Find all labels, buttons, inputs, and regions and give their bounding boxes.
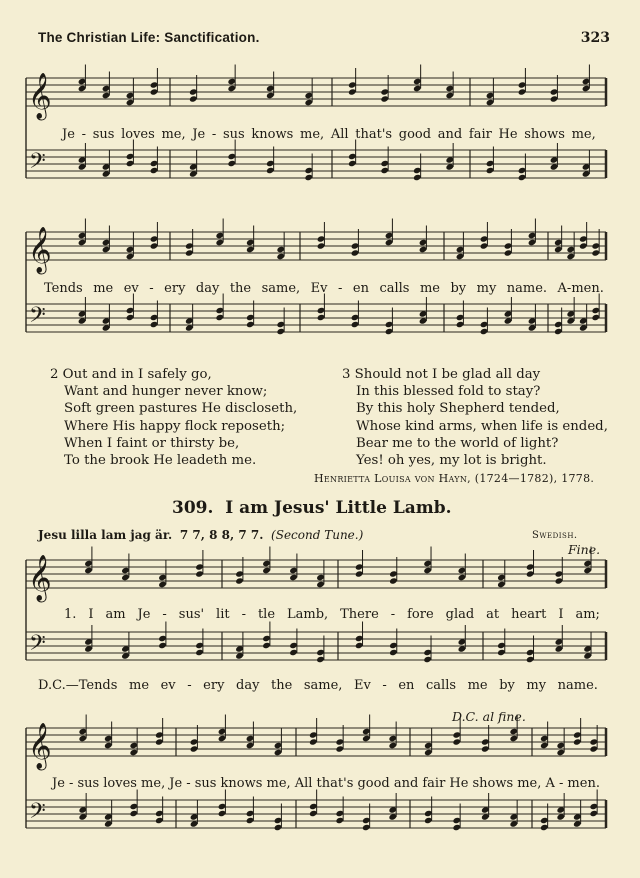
- lyric-syllable: All: [330, 127, 349, 142]
- lyric-syllable: day: [236, 678, 260, 693]
- verse-line: Whose kind arms, when life is ended,: [356, 418, 608, 434]
- lyric-syllable: me,: [300, 127, 325, 142]
- svg-text:𝄢: 𝄢: [29, 799, 46, 829]
- lyric-syllable: loves: [121, 127, 155, 142]
- lyric-syllable: Je: [52, 776, 65, 791]
- lyric-syllable: Tends: [44, 281, 83, 296]
- lyric-syllable: Lamb,: [286, 607, 329, 622]
- lyric-syllable: -: [558, 776, 564, 791]
- lyric-syllable: me: [419, 281, 440, 296]
- lyric-syllable: at: [486, 607, 500, 622]
- lyric-syllable: He: [498, 127, 518, 142]
- lyric-syllable: -: [187, 678, 192, 693]
- lyric-syllable: name.: [557, 678, 598, 693]
- lyric-syllable: en: [398, 678, 415, 693]
- hymn-meta: [38, 528, 363, 542]
- lyric-syllable: Je: [169, 776, 183, 791]
- verse-line: To the brook He leadeth me.: [64, 453, 257, 469]
- lyric-syllable: me,: [517, 776, 542, 791]
- lyric-syllable: -: [81, 127, 86, 142]
- svg-text:𝄢: 𝄢: [29, 303, 46, 333]
- lyric-syllable: me,: [141, 776, 166, 791]
- lyric-syllable: A: [545, 776, 555, 791]
- lyric-syllable: and: [393, 776, 419, 791]
- hymn-title-block: [172, 498, 452, 518]
- hymn-dc-lyrics: [38, 678, 598, 693]
- lyric-syllable: ery: [164, 281, 186, 296]
- lyric-syllable: me,: [266, 776, 291, 791]
- lyric-syllable: good: [357, 776, 390, 791]
- meter: 7 7, 8 8, 7 7.: [179, 528, 264, 542]
- lyric-syllable: tle: [257, 607, 276, 622]
- lyric-syllable: the: [270, 678, 293, 693]
- fine-marking: Fine.: [568, 542, 601, 557]
- lyric-syllable: men.: [567, 776, 600, 791]
- lyric-syllable: me,: [161, 127, 186, 142]
- lyric-syllable: me: [467, 678, 488, 693]
- hymn-lyrics-line1: [64, 607, 600, 622]
- lyric-syllable: Je: [137, 607, 151, 622]
- svg-text:𝄞: 𝄞: [28, 227, 52, 273]
- verse-line: In this blessed fold to stay?: [356, 384, 541, 400]
- verse-line: 3 Should not I be glad all day: [342, 367, 541, 382]
- verse-line: Soft green pastures He discloseth,: [64, 401, 298, 417]
- page-number: 323: [580, 30, 610, 46]
- lyric-syllable: calls: [426, 678, 457, 693]
- lyric-syllable: ev: [123, 281, 139, 296]
- lyric-syllable: name.: [506, 281, 548, 296]
- lyric-syllable: day: [195, 281, 220, 296]
- verse-line: Bear me to the world of light?: [356, 435, 559, 451]
- lyric-syllable: same,: [261, 281, 301, 296]
- tune-origin: Swedish.: [532, 530, 578, 541]
- author-attribution: Henrietta Louisa von Hayn, (1724—1782), 1778.: [314, 472, 595, 485]
- lyric-syllable: sus': [178, 607, 205, 622]
- lyric-syllable: am: [105, 607, 126, 622]
- lyric-syllable: loves: [103, 776, 137, 791]
- lyric-syllable: Ev: [353, 678, 371, 693]
- lyric-syllable: -: [337, 281, 343, 296]
- lyric-syllable: sus: [92, 127, 115, 142]
- lyric-syllable: -: [162, 607, 167, 622]
- svg-text:𝄢: 𝄢: [29, 149, 46, 179]
- lyric-syllable: D.C.—Tends: [38, 678, 118, 693]
- svg-text:𝄞: 𝄞: [28, 723, 52, 769]
- tune-note: (Second Tune.): [271, 528, 364, 542]
- verse-line: When I faint or thirsty be,: [64, 435, 240, 451]
- lyric-syllable: my: [476, 281, 497, 296]
- verse-line: Yes! oh yes, my lot is bright.: [356, 453, 547, 469]
- lyric-syllable: knows: [220, 776, 263, 791]
- lyric-syllable: -: [68, 776, 74, 791]
- lyric-syllable: sus: [77, 776, 100, 791]
- lyric-syllable: A-men.: [557, 281, 604, 296]
- lyric-syllable: my: [526, 678, 547, 693]
- lyric-syllable: fair: [468, 127, 492, 142]
- lyric-syllable: Je: [192, 127, 206, 142]
- hymn-lyrics-line2: [52, 776, 600, 791]
- lyric-syllable: by: [499, 678, 515, 693]
- lyric-syllable: He: [449, 776, 469, 791]
- lyric-syllable: shows: [472, 776, 514, 791]
- lyric-syllable: me,: [571, 127, 596, 142]
- lyric-syllable: that's: [316, 776, 354, 791]
- lyric-syllable: the: [229, 281, 252, 296]
- lyric-syllable: fore: [407, 607, 434, 622]
- verse-line: Want and hunger never know;: [64, 384, 268, 400]
- lyric-syllable: -: [382, 678, 387, 693]
- section-header: The Christian Life: Sanctification.: [38, 30, 260, 45]
- lyric-syllable: good: [398, 127, 432, 142]
- lyric-syllable: ev: [160, 678, 176, 693]
- lyric-syllable: that's: [355, 127, 393, 142]
- verse-2: [50, 366, 297, 469]
- lyric-syllable: There: [340, 607, 379, 622]
- lyric-syllable: me: [93, 281, 114, 296]
- lyric-syllable: Ev: [310, 281, 328, 296]
- verse-line: By this holy Shepherd tended,: [356, 401, 560, 417]
- verse-line: 2 Out and in I safely go,: [50, 367, 212, 382]
- lyric-syllable: knows: [251, 127, 294, 142]
- lyric-syllable: lit: [216, 607, 230, 622]
- lyric-syllable: sus: [223, 127, 245, 142]
- hymn-number: 309.: [172, 498, 214, 518]
- prev-hymn-lyrics-line1: [62, 127, 596, 142]
- lyric-syllable: 1.: [64, 607, 77, 622]
- svg-text:𝄢: 𝄢: [29, 631, 46, 661]
- verse-3: [342, 366, 608, 469]
- lyric-syllable: en: [352, 281, 369, 296]
- lyric-syllable: -: [149, 281, 154, 296]
- lyric-syllable: I: [558, 607, 564, 622]
- lyric-syllable: shows: [524, 127, 565, 142]
- lyric-syllable: -: [241, 607, 246, 622]
- lyric-syllable: All: [294, 776, 313, 791]
- lyric-syllable: calls: [379, 281, 410, 296]
- svg-text:𝄞: 𝄞: [28, 555, 52, 601]
- lyric-syllable: me: [129, 678, 150, 693]
- lyric-syllable: -: [390, 607, 396, 622]
- lyric-syllable: -: [211, 127, 217, 142]
- hymn-title: I am Jesus' Little Lamb.: [225, 498, 452, 518]
- lyric-syllable: am;: [575, 607, 600, 622]
- lyric-syllable: glad: [445, 607, 475, 622]
- prev-hymn-lyrics-line2: [44, 281, 604, 296]
- svg-text:𝄞: 𝄞: [28, 73, 52, 119]
- lyric-syllable: and: [437, 127, 463, 142]
- lyric-syllable: Je: [62, 127, 75, 142]
- lyric-syllable: -: [186, 776, 191, 791]
- original-title: Jesu lilla lam jag är.: [38, 528, 173, 542]
- lyric-syllable: fair: [422, 776, 446, 791]
- verse-line: Where His happy flock reposeth;: [64, 418, 286, 434]
- lyric-syllable: I: [88, 607, 94, 622]
- lyric-syllable: heart: [511, 607, 547, 622]
- lyric-syllable: by: [450, 281, 467, 296]
- lyric-syllable: sus: [194, 776, 217, 791]
- lyric-syllable: same,: [303, 678, 343, 693]
- lyric-syllable: ery: [203, 678, 225, 693]
- dc-al-fine-marking: D.C. al fine.: [452, 709, 526, 724]
